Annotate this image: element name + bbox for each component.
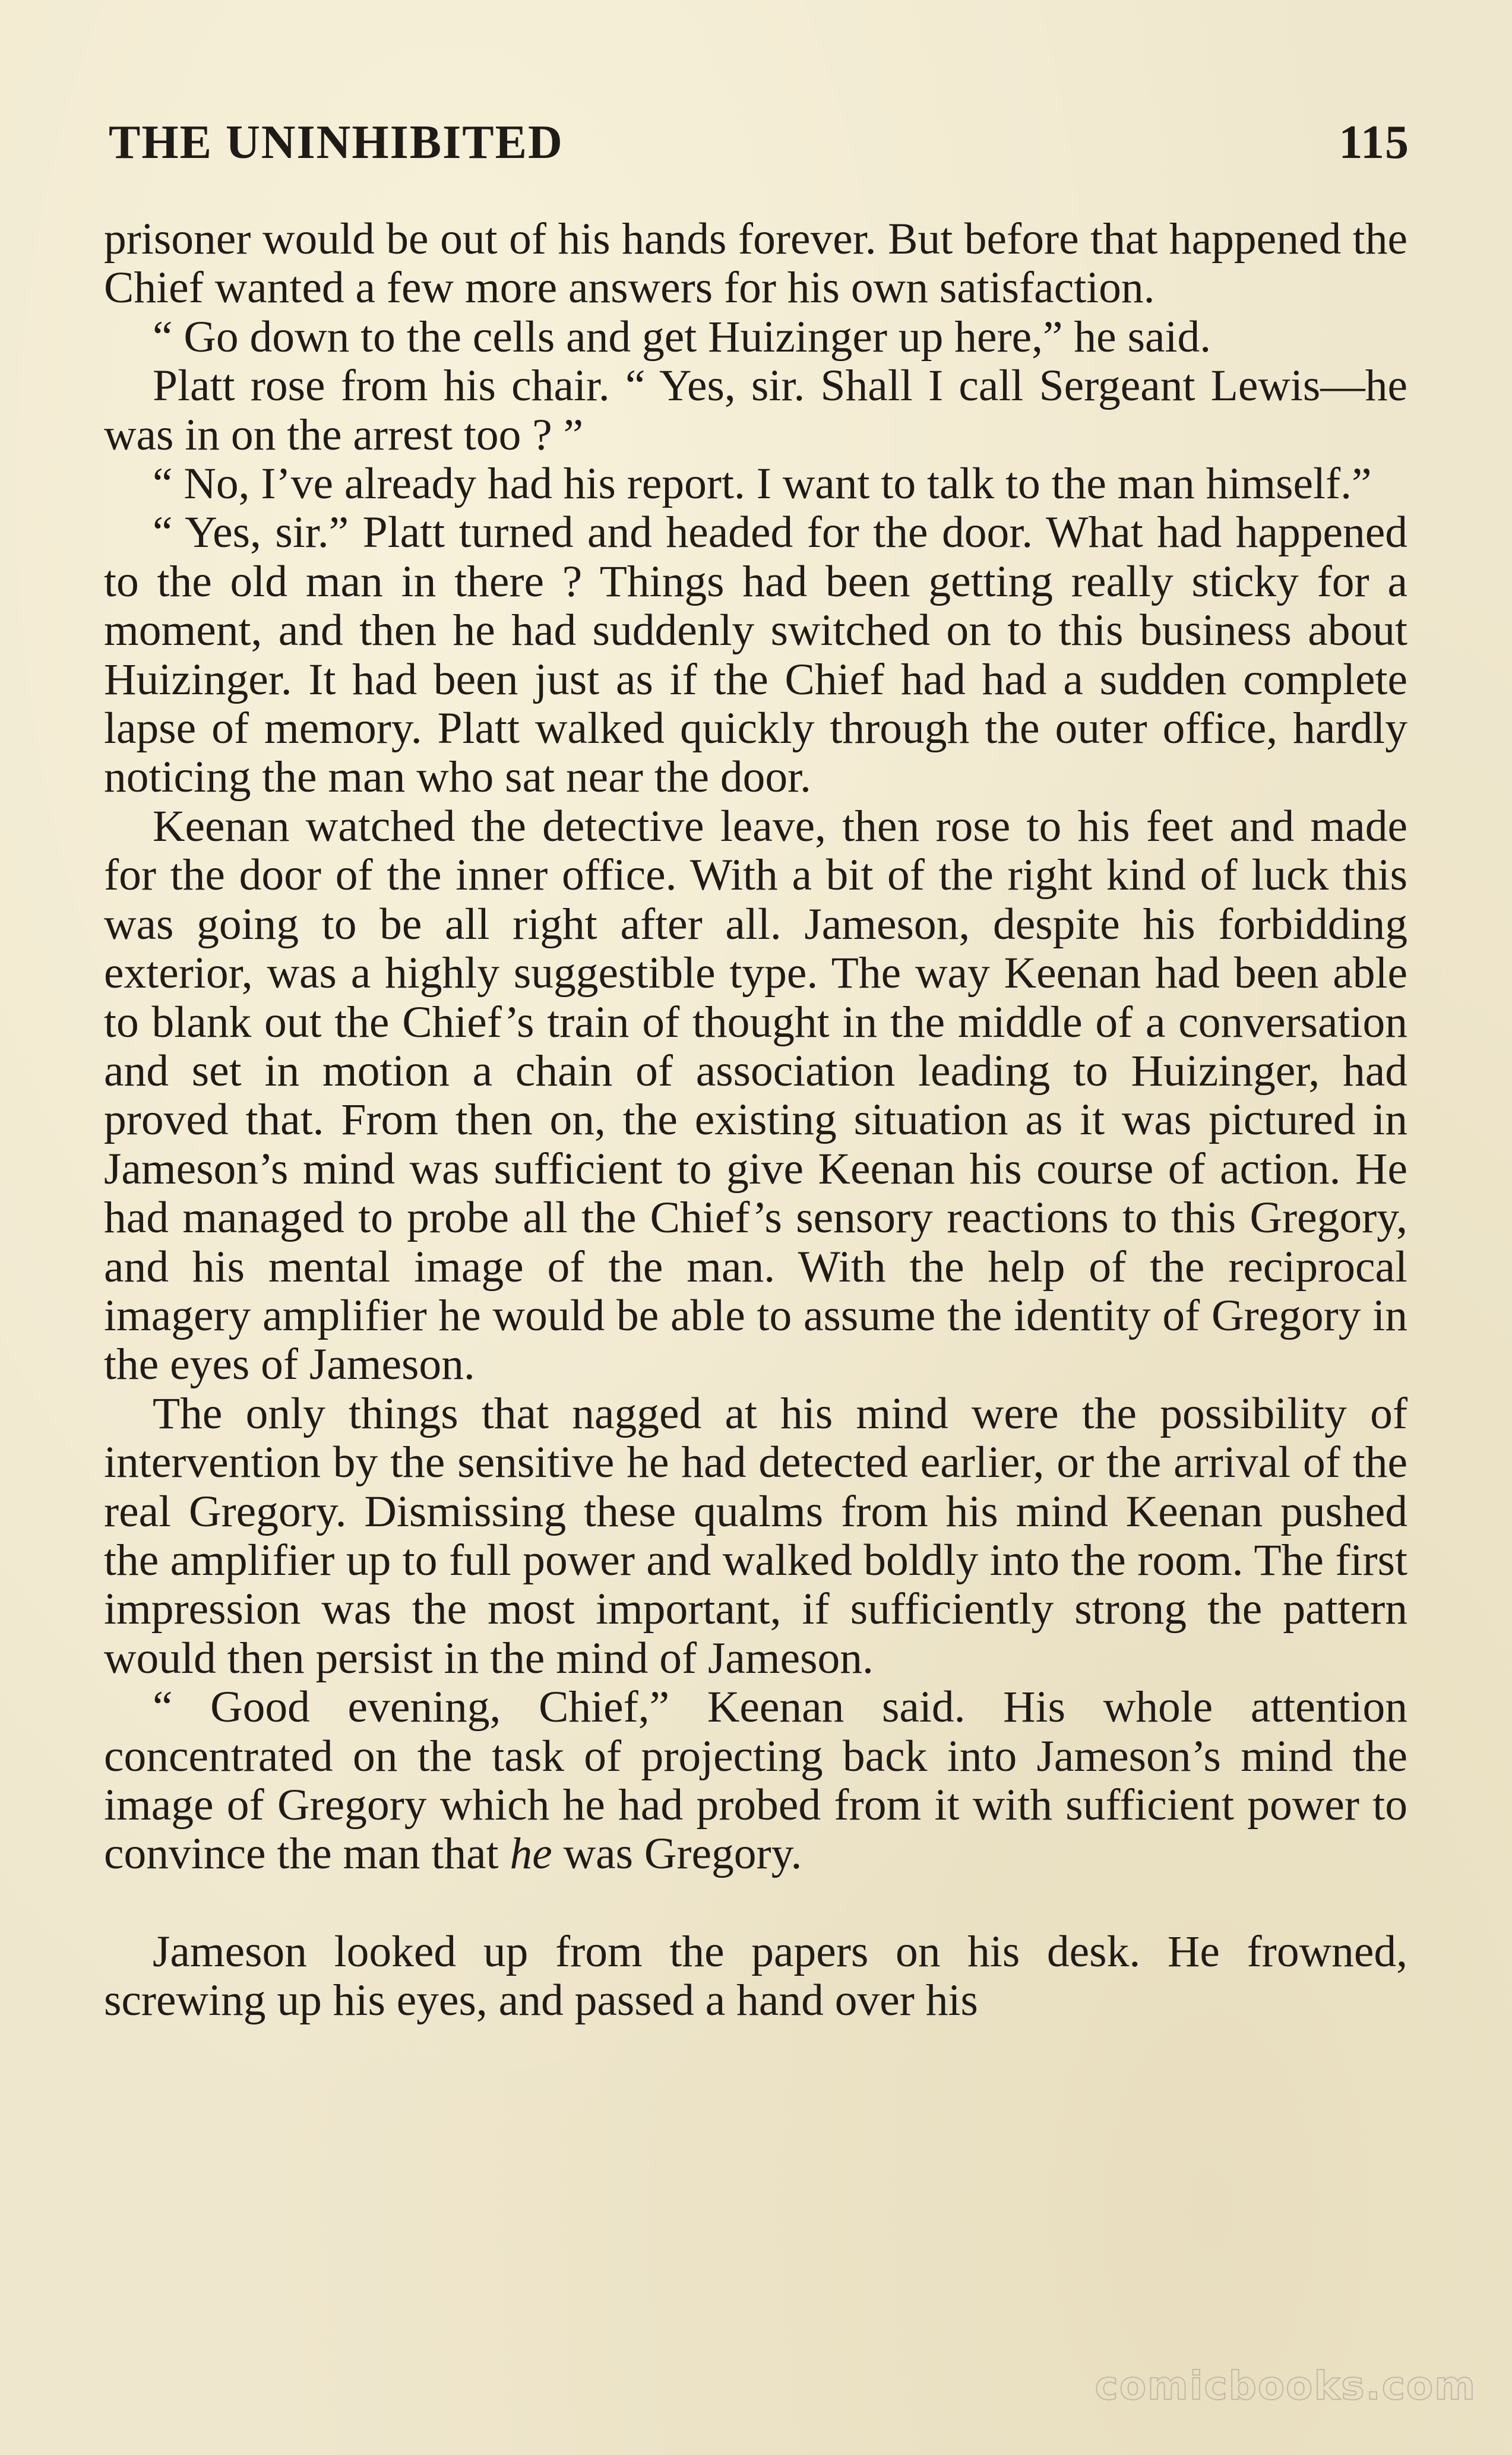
running-title: THE UNINHIBITED [109,116,564,169]
body-text [104,215,1407,2026]
paragraph-continued: prisoner would be out of his hands forever. But before that happened the Chief wanted a few more answers for his own satisfaction. [104,214,1407,313]
paragraph: “ Yes, sir.” Platt turned and headed for the door. What had happened to the old man in there ? Things had been getting really sticky for a moment, and then he had suddenly switched on to this business about Huizinger. It had been just as if the Chief had had a sudden complete lapse of memory. Platt walked quickly through the outer office, hardly noticing the man who sat near the door. [104,508,1407,802]
watermark: comicbooks.com [1095,2363,1476,2409]
paragraph: The only things that nagged at his mind were the possibility of intervention by the sensitive he had detected earlier, or the arrival of the real Gregory. Dismissing these qualms from his mind Keenan pushed the amplifier up to full power and walked boldly into the room. The first impression was the most important, if sufficiently strong the pattern would then persist in the mind of Jameson. [104,1388,1407,1683]
paragraph [104,1683,1407,1879]
running-head [109,110,1409,175]
emphasized-word: he [510,1829,552,1879]
paragraph-text: “ Good evening, Chief,” Keenan said. His whole attention concentrated on the task of projecting back into Jameson’s mind the image of Gregory which he had probed from it with sufficient power to convince the man that [104,1682,1407,1879]
paragraph: Jameson looked up from the papers on his desk. He frowned, screwing up his eyes, and passed a hand over his [104,1926,1407,2026]
paragraph: “ Go down to the cells and get Huizinger up here,” he said. [153,312,1212,362]
paragraph-text: was Gregory. [552,1829,802,1879]
paragraph: Keenan watched the detective leave, then rose to his feet and made for the door of the inner office. With a bit of the right kind of luck this was going to be all right after all. Jameson, despite his forbidding exterior, was a highly suggestible type. The way Keenan had been able to blank out the Chief’s train of thought in the middle of a conversation and set in motion a chain of association leading to Huizinger, had proved that. From then on, the existing situation as it was pictured in Jameson’s mind was sufficient to give Keenan his course of action. He had managed to probe all the Chief’s sensory reactions to this Gregory, and his mental image of the man. With the help of the reciprocal imagery amplifier he would be able to assume the identity of Gregory in the eyes of Jameson. [104,801,1407,1390]
page-number: 115 [1339,116,1409,169]
paragraph: “ No, I’ve already had his report. I want to talk to the man himself.” [153,459,1372,509]
paragraph: Platt rose from his chair. “ Yes, sir. Shall I call Sergeant Lewis—he was in on the arrest too ? ” [104,361,1407,460]
